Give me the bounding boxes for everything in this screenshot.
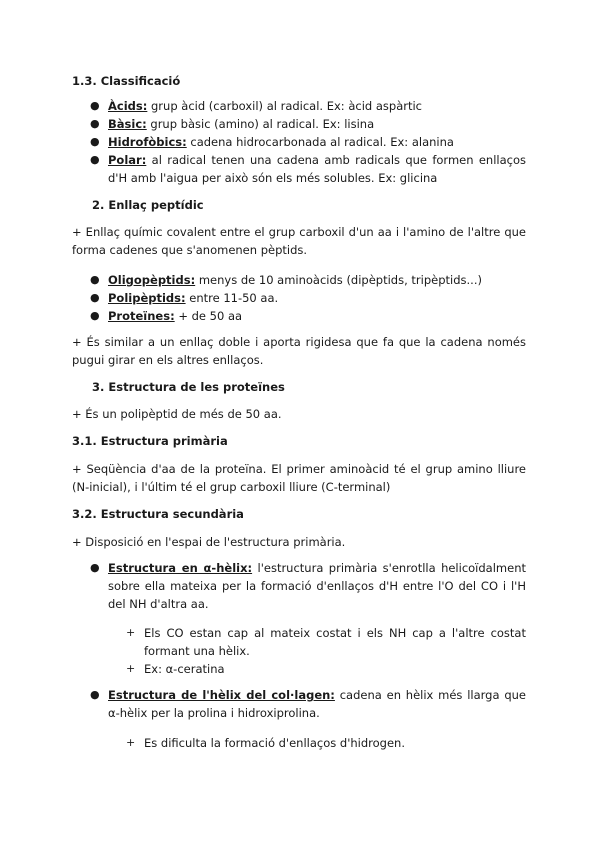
list-item: ● Proteïnes: + de 50 aa xyxy=(90,309,243,323)
heading-2: 2. Enllaç peptídic xyxy=(92,198,204,212)
list-item: ● Oligopèptids: menys de 10 aminoàcids (dipèptids, tripèptids...) xyxy=(90,273,482,287)
collagen-sub-list xyxy=(126,734,526,752)
bullet-icon: ● xyxy=(90,117,100,130)
list-item: ● Estructura de l'hèlix del col·lagen: cadena en hèlix més llarga que α-hèlix per la prolina i hidroxiprolina. xyxy=(90,688,527,720)
bullet-icon: ● xyxy=(90,99,100,112)
classification-list xyxy=(90,97,526,187)
heading-3: 3. Estructura de les proteïnes xyxy=(92,380,285,394)
alpha-helix-item xyxy=(90,559,526,613)
plus-icon: + xyxy=(126,662,136,675)
list-item: ● Estructura en α-hèlix: l'estructura primària s'enrotlla helicoïdalment sobre ella mateixa per la formació d'enllaços d'H entre l'O del CO i l'H del NH d'altra aa. xyxy=(90,561,526,611)
heading-3-2: 3.2. Estructura secundària xyxy=(72,507,244,521)
list-item: ● Hidrofòbics: cadena hidrocarbonada al radical. Ex: alanina xyxy=(90,135,454,149)
list-item: ● Polipèptids: entre 11-50 aa. xyxy=(90,291,279,305)
plus-icon: + xyxy=(126,736,136,749)
list-item: ● Polar: al radical tenen una cadena amb radicals que formen enllaços d'H amb l'aigua per això són els més solubles. Ex: glicina xyxy=(90,153,526,185)
bullet-icon: ● xyxy=(90,273,100,286)
heading-1-3: 1.3. Classificació xyxy=(72,74,181,88)
paragraph: + És un polipèptid de més de 50 aa. xyxy=(72,407,282,421)
collagen-helix-item xyxy=(90,686,527,722)
list-item: ● Bàsic: grup bàsic (amino) al radical. Ex: lisina xyxy=(90,117,375,131)
plus-icon: + xyxy=(126,626,136,639)
list-item: ● Àcids: grup àcid (carboxil) al radical. Ex: àcid aspàrtic xyxy=(90,99,423,113)
paragraph: + És similar a un enllaç doble i aporta rigidesa que fa que la cadena només pugui girar en els altres enllaços. xyxy=(72,335,526,367)
bullet-icon: ● xyxy=(90,291,100,304)
bullet-icon: ● xyxy=(90,309,100,322)
bullet-icon: ● xyxy=(90,561,100,574)
list-item: + Els CO estan cap al mateix costat i els NH cap a l'altre costat formant una hèlix. xyxy=(126,626,526,658)
bullet-icon: ● xyxy=(90,153,100,166)
alpha-sub-list xyxy=(126,624,526,678)
paragraph: + Enllaç químic covalent entre el grup carboxil d'un aa i l'amino de l'altre que forma cadenes que s'anomenen pèptids. xyxy=(72,225,526,257)
heading-3-1: 3.1. Estructura primària xyxy=(72,434,228,448)
paragraph: + Disposició en l'espai de l'estructura primària. xyxy=(72,535,346,549)
paragraph: + Seqüència d'aa de la proteïna. El primer aminoàcid té el grup amino lliure (N-inicial), i l'últim té el grup carboxil lliure (C-terminal) xyxy=(72,462,526,494)
list-item: + Es dificulta la formació d'enllaços d'hidrogen. xyxy=(126,736,405,750)
peptide-list xyxy=(90,271,526,325)
list-item: + Ex: α-ceratina xyxy=(126,662,225,676)
bullet-icon: ● xyxy=(90,135,100,148)
bullet-icon: ● xyxy=(90,688,100,701)
